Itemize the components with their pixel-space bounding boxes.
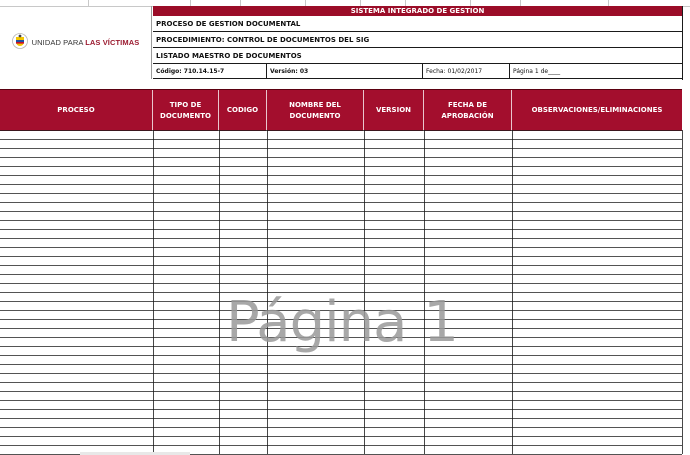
col-fecha-aprobacion: FECHA DE APROBACIÓN xyxy=(424,90,512,131)
table-header xyxy=(0,89,682,131)
colombia-shield-icon xyxy=(12,32,28,54)
col-version: VERSION xyxy=(364,90,424,131)
process-row: PROCESO DE GESTION DOCUMENTAL xyxy=(153,16,682,32)
col-nombre-documento: NOMBRE DEL DOCUMENTO xyxy=(267,90,364,131)
document-meta-row xyxy=(153,64,682,79)
logo-cell xyxy=(0,6,152,79)
header-right-border xyxy=(682,6,683,80)
version-cell: Versión: 03 xyxy=(267,64,423,78)
col-codigo: CODIGO xyxy=(219,90,267,131)
unidad-victimas-logo xyxy=(12,32,140,54)
page-cell: Página 1 de____ xyxy=(513,67,561,75)
listing-row: LISTADO MAESTRO DE DOCUMENTOS xyxy=(153,48,682,64)
system-title: SISTEMA INTEGRADO DE GESTION xyxy=(153,6,682,16)
code-cell: Código: 710.14.15-7 xyxy=(153,64,267,78)
col-proceso: PROCESO xyxy=(0,90,153,131)
date-cell: Fecha: 01/02/2017 xyxy=(423,64,510,78)
logo-text: UNIDAD PARA LAS VÍCTIMAS xyxy=(31,38,140,47)
col-observaciones: OBSERVACIONES/ELIMINACIONES xyxy=(531,106,663,114)
page-watermark: Página 1 xyxy=(226,290,458,355)
col-tipo-documento: TIPO DE DOCUMENTO xyxy=(153,90,219,131)
procedure-row: PROCEDIMIENTO: CONTROL DE DOCUMENTOS DEL SIG xyxy=(153,32,682,48)
